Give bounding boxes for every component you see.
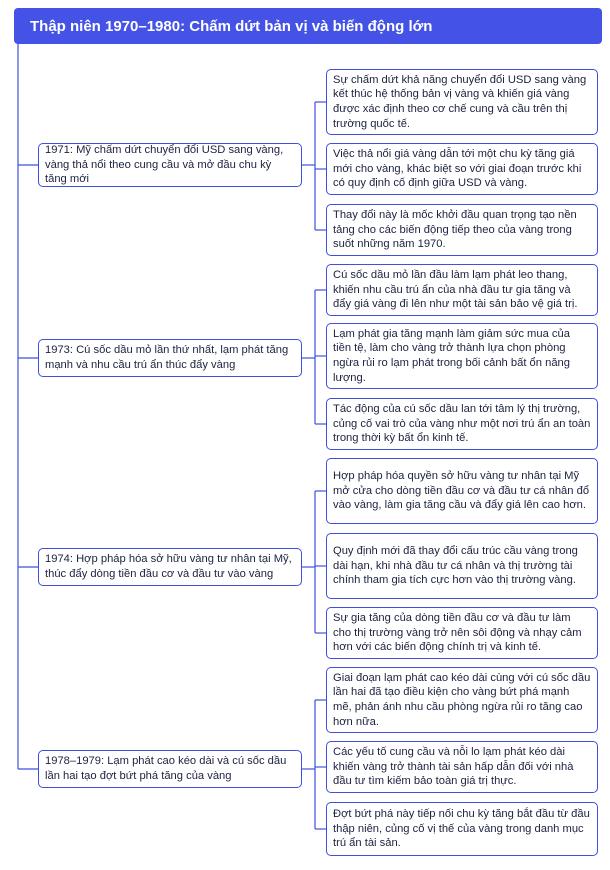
detail-1978-2 xyxy=(326,741,598,793)
detail-1974-3 xyxy=(326,607,598,659)
detail-text: Cú sốc dầu mỏ lần đầu làm lạm phát leo thang, khiến nhu cầu trú ẩn của nhà đầu tư gia tăng và đẩy giá vàng đi lên như một tài sản bảo vệ giá trị. xyxy=(333,269,578,311)
detail-1978-3 xyxy=(326,802,598,856)
detail-text: Việc thả nổi giá vàng dẫn tới một chu kỳ tăng giá mới cho vàng, khác biệt so với giai đoạn trước khi có quy định cố định giữa USD và vàng. xyxy=(333,148,582,190)
detail-text: Tác động của cú sốc dầu lan tới tâm lý thị trường, củng cố vai trò của vàng như một nơi trú ẩn an toàn trong thời kỳ bất ổn kinh tế. xyxy=(333,403,591,445)
branch-label: 1971: Mỹ chấm dứt chuyển đổi USD sang vàng, vàng thả nổi theo cung cầu và mở đầu chu kỳ tăng mới xyxy=(45,144,284,186)
detail-1971-3 xyxy=(326,204,598,256)
branch-label: 1973: Cú sốc dầu mỏ lần thứ nhất, lạm phát tăng mạnh và nhu cầu trú ẩn thúc đẩy vàng xyxy=(45,344,289,371)
detail-1978-1 xyxy=(326,667,598,733)
branch-1974 xyxy=(38,548,302,586)
branch-1973 xyxy=(38,339,302,377)
diagram-title-text: Thập niên 1970–1980: Chấm dứt bản vị và biến động lớn xyxy=(30,17,433,35)
detail-text: Giai đoạn lạm phát cao kéo dài cùng với cú sốc dầu lần hai đã tạo điều kiện cho vàng bứt phá mạnh mẽ, phản ánh nhu cầu phòng ngừa rủi ro tăng cao hơn nữa. xyxy=(333,671,591,728)
branch-1978-1979 xyxy=(38,750,302,788)
detail-1974-2 xyxy=(326,533,598,599)
detail-text: Sự gia tăng của dòng tiền đầu cơ và đầu tư làm cho thị trường vàng trở nên sôi động và nhạy cảm hơn với các biến động chính trị và kinh tế. xyxy=(333,612,582,654)
detail-1973-3 xyxy=(326,398,598,450)
detail-1973-2 xyxy=(326,323,598,389)
detail-text: Các yếu tố cung cầu và nỗi lo lạm phát kéo dài khiến vàng trở thành tài sản hấp dẫn đối với nhà đầu tư tìm kiếm bảo toàn giá trị thực. xyxy=(333,746,574,788)
detail-1973-1 xyxy=(326,264,598,316)
detail-text: Quy định mới đã thay đổi cấu trúc cầu vàng trong dài hạn, khi nhà đầu tư cá nhân và thị trường tài chính tham gia tích cực hơn vào thị trường vàng. xyxy=(333,545,578,587)
detail-1971-1 xyxy=(326,69,598,135)
branch-label: 1978–1979: Lạm phát cao kéo dài và cú sốc dầu lần hai tạo đợt bứt phá tăng của vàng xyxy=(45,755,287,782)
detail-text: Lạm phát gia tăng mạnh làm giảm sức mua của tiền tệ, làm cho vàng trở thành lựa chọn phòng ngừa rủi ro lạm phát trong bối cảnh bất ổn năng lượng. xyxy=(333,327,570,384)
detail-1974-1 xyxy=(326,458,598,524)
detail-1971-2 xyxy=(326,143,598,195)
detail-text: Thay đổi này là mốc khởi đầu quan trọng tạo nền tảng cho các biến động tiếp theo của vàng trong suốt những năm 1970. xyxy=(333,209,577,251)
branch-1971 xyxy=(38,143,302,187)
detail-text: Sự chấm dứt khả năng chuyển đổi USD sang vàng kết thúc hệ thống bản vị vàng và khiến giá vàng được xác định theo cơ chế cung và cầu trên thị trường quốc tế. xyxy=(333,73,587,130)
detail-text: Hợp pháp hóa quyền sở hữu vàng tư nhân tại Mỹ mở cửa cho dòng tiền đầu cơ và đầu tư cá nhân đổ vào vàng, làm gia tăng cầu và đẩy giá lên cao hơn. xyxy=(333,470,590,512)
branch-label: 1974: Hợp pháp hóa sở hữu vàng tư nhân tại Mỹ, thúc đẩy dòng tiền đầu cơ và đầu tư vào vàng xyxy=(45,553,292,580)
detail-text: Đợt bứt phá này tiếp nối chu kỳ tăng bắt đầu từ đầu thập niên, củng cố vị thế của vàng trong danh mục trú ẩn tài sản. xyxy=(333,808,590,850)
